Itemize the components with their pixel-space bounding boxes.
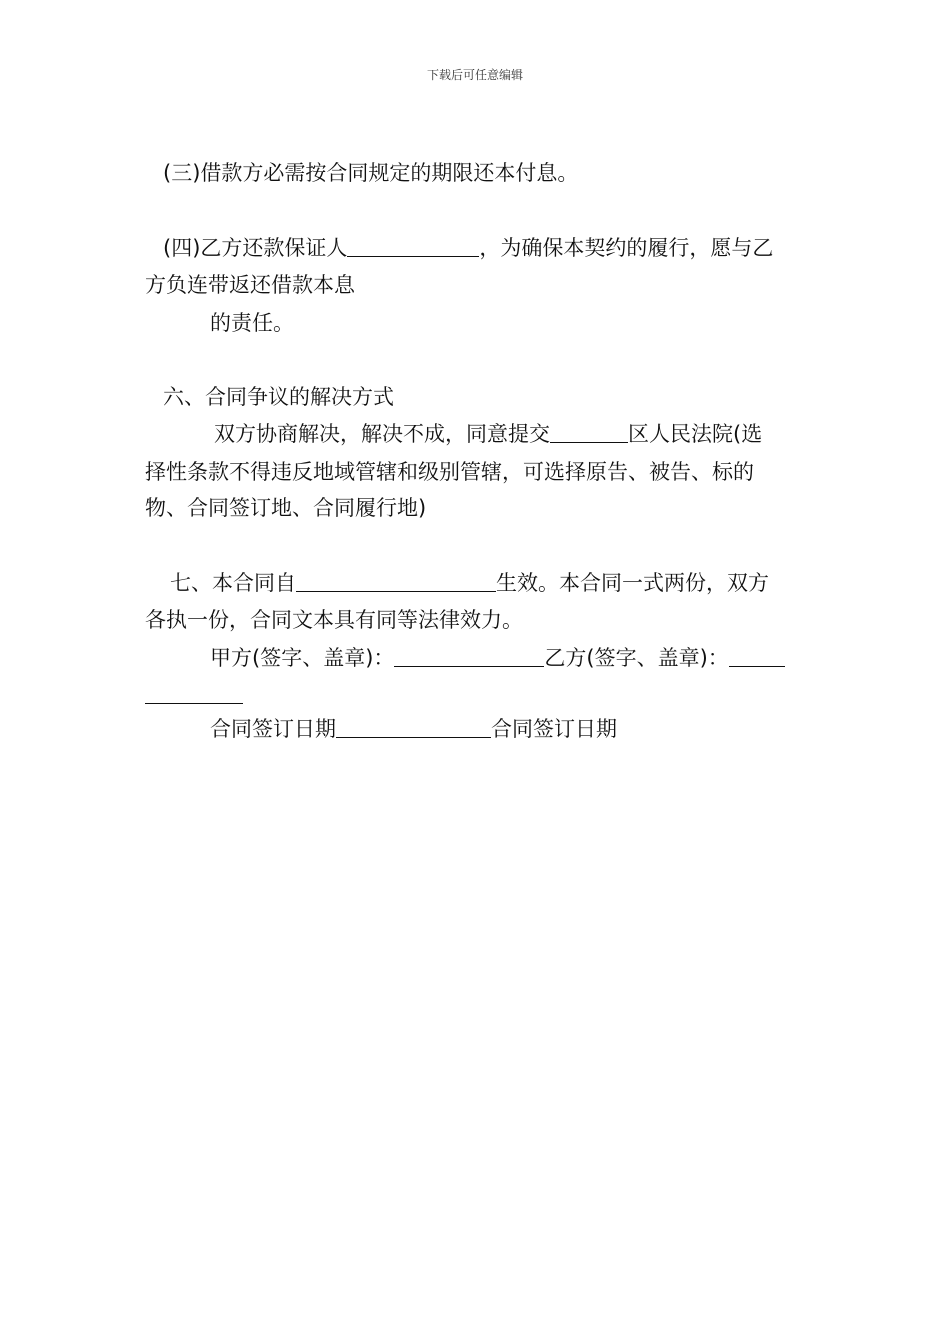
party-b-signature-blank[interactable] bbox=[729, 644, 785, 667]
page-header: 下载后可任意编辑 bbox=[426, 68, 523, 82]
section-7-text-b: 生效。本合同一式两份，双方 bbox=[496, 571, 769, 595]
section-7-line-2: 各执一份，合同文本具有同等法律效力。 bbox=[145, 608, 523, 632]
signature-line bbox=[210, 641, 810, 675]
section-6-text-a: 双方协商解决，解决不成，同意提交 bbox=[214, 422, 550, 446]
section-7-text-a: 七、本合同自 bbox=[170, 571, 296, 595]
section-6-line-3: 物、合同签订地、合同履行地) bbox=[145, 496, 427, 520]
date-label-b: 合同签订日期 bbox=[491, 717, 617, 741]
clause-4-text-a: (四)乙方还款保证人 bbox=[163, 236, 348, 260]
date-line bbox=[210, 712, 710, 746]
court-blank[interactable] bbox=[550, 420, 628, 443]
party-a-label: 甲方(签字、盖章)： bbox=[210, 646, 395, 670]
party-b-signature-blank-continued[interactable] bbox=[145, 681, 243, 704]
party-b-label: 乙方(签字、盖章)： bbox=[544, 646, 729, 670]
effective-date-blank[interactable] bbox=[296, 569, 496, 592]
clause-4-text-b: ，为确保本契约的履行，愿与乙 bbox=[479, 236, 774, 260]
section-7-line-1 bbox=[170, 566, 835, 600]
section-6-title: 六、合同争议的解决方式 bbox=[163, 385, 394, 409]
date-label-a: 合同签订日期 bbox=[210, 717, 336, 741]
clause-4-line-1 bbox=[163, 231, 828, 265]
clause-4-line-2: 方负连带返还借款本息 bbox=[145, 273, 355, 297]
guarantor-blank[interactable] bbox=[347, 234, 479, 257]
clause-4-line-3: 的责任。 bbox=[210, 311, 294, 335]
section-6-line-2: 择性条款不得违反地域管辖和级别管辖，可选择原告、被告、标的 bbox=[145, 460, 754, 484]
sign-date-blank[interactable] bbox=[336, 715, 491, 738]
clause-3: (三)借款方必需按合同规定的期限还本付息。 bbox=[163, 161, 579, 185]
section-6-line-1 bbox=[214, 417, 879, 451]
signature-line-continuation bbox=[145, 678, 245, 712]
party-a-signature-blank[interactable] bbox=[394, 644, 544, 667]
section-6-text-b: 区人民法院(选 bbox=[628, 422, 763, 446]
